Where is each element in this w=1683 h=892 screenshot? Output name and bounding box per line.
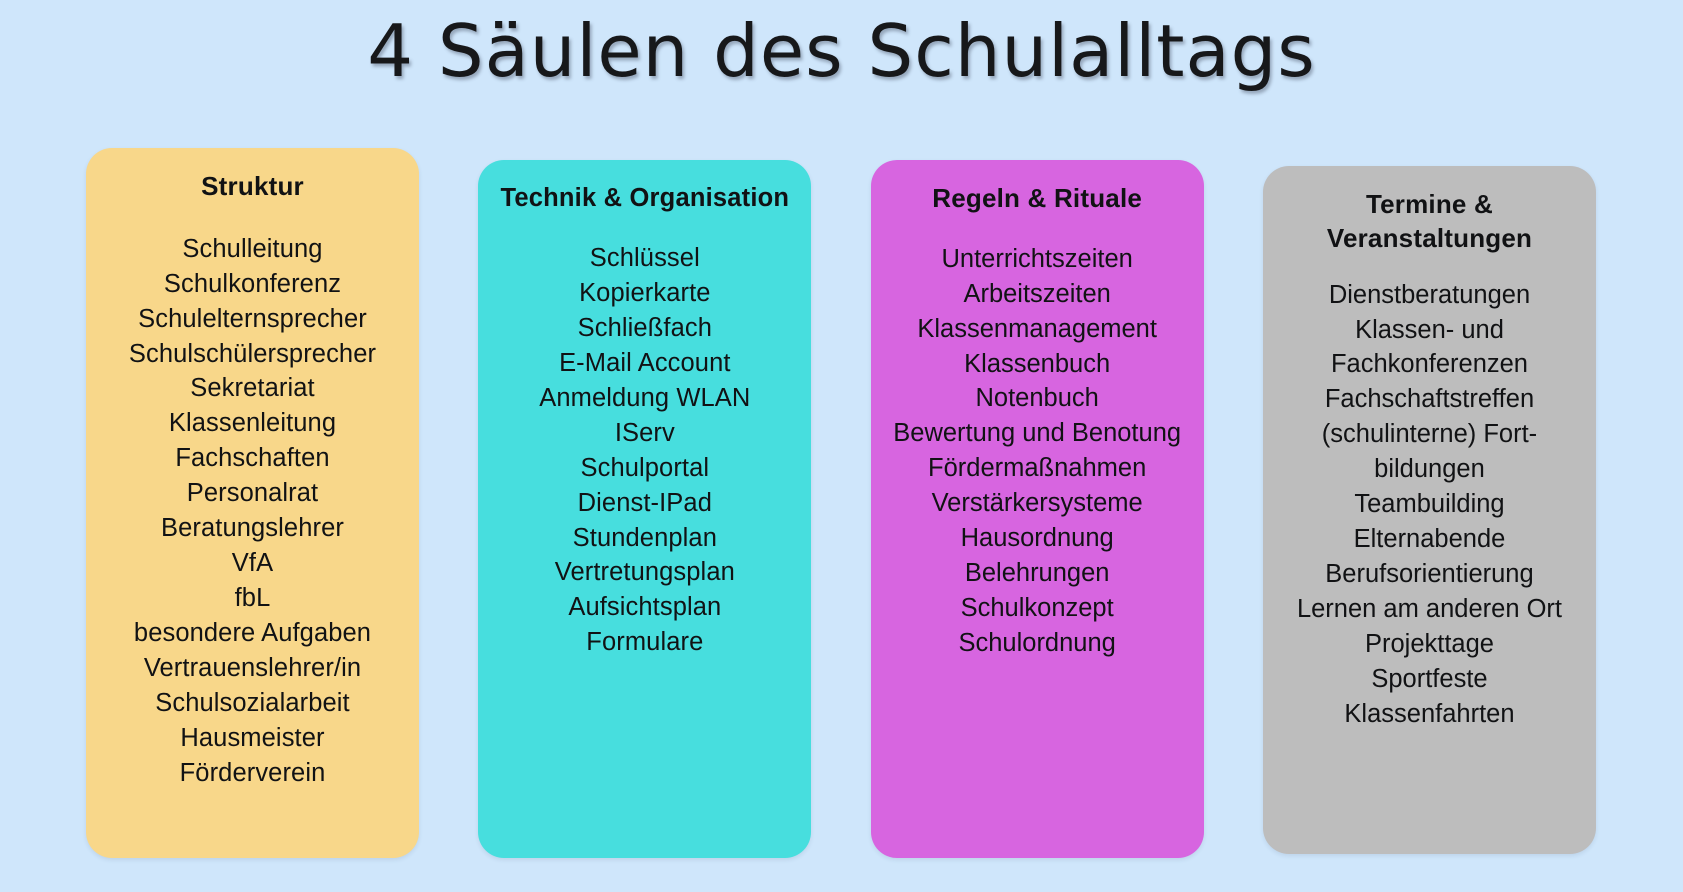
list-item: Schulordnung xyxy=(958,628,1116,657)
list-item: Bewertung und Benotung xyxy=(893,419,1182,448)
list-item: Hausmeister xyxy=(180,723,325,752)
list-item: Arbeitszeiten xyxy=(963,279,1111,308)
list-item: VfA xyxy=(231,549,274,578)
list-item: fbL xyxy=(234,584,271,613)
list-item: besondere Aufgaben xyxy=(133,618,372,647)
list-item: Sekretariat xyxy=(190,374,315,403)
pillar-regeln-rituale xyxy=(871,160,1204,858)
list-item: Fachkonferenzen xyxy=(1330,350,1528,379)
pillar-heading-technik-organisation: Technik & Organisation xyxy=(500,184,790,212)
list-item: Schulkonzept xyxy=(960,594,1114,623)
list-item: Fachschaftstreffen xyxy=(1324,385,1535,414)
list-item: Schulleitung xyxy=(182,234,323,263)
list-item: Schließfach xyxy=(577,313,712,342)
list-item: Hausordnung xyxy=(960,524,1114,553)
list-item: Anmeldung WLAN xyxy=(539,383,751,412)
list-item: Fachschaften xyxy=(175,444,330,473)
pillars-row xyxy=(86,148,1596,872)
list-item: Lernen am anderen Ort xyxy=(1296,594,1563,623)
pillar-heading-regeln-rituale: Regeln & Rituale xyxy=(932,183,1143,213)
list-item: Formulare xyxy=(586,628,704,657)
list-item: Berufsorientierung xyxy=(1325,559,1534,588)
pillar-termine-veranstaltungen xyxy=(1263,166,1596,854)
list-item: Schulsozialarbeit xyxy=(155,688,350,717)
list-item: Stundenplan xyxy=(572,523,717,552)
page-title: 4 Säulen des Schulalltags xyxy=(367,9,1316,93)
list-item: Aufsichtsplan xyxy=(568,593,722,622)
list-item: (schulinterne) Fort- xyxy=(1321,420,1538,449)
list-item: Klassenfahrten xyxy=(1344,699,1515,728)
pillar-items-termine-veranstaltungen xyxy=(1273,278,1586,732)
list-item: Klassenmanagement xyxy=(917,314,1157,343)
list-item: Belehrungen xyxy=(964,559,1110,588)
pillar-items-struktur xyxy=(96,232,409,791)
pillar-struktur xyxy=(86,148,419,858)
list-item: Beratungslehrer xyxy=(161,514,344,543)
list-item: Klassenleitung xyxy=(168,409,337,438)
list-item: Notenbuch xyxy=(975,384,1099,413)
list-item: Fördermaßnahmen xyxy=(928,454,1147,483)
list-item: Sportfeste xyxy=(1371,664,1488,693)
pillar-heading-struktur: Struktur xyxy=(201,171,304,201)
pillar-technik-organisation xyxy=(478,160,811,858)
pillar-heading-termine-veranstaltungen: Termine & Veranstaltungen xyxy=(1326,189,1533,253)
list-item: Verstärkersysteme xyxy=(931,489,1143,518)
list-item: Dienst-IPad xyxy=(577,488,712,517)
list-item: Schulschülersprecher xyxy=(128,339,377,368)
pillar-items-regeln-rituale xyxy=(881,242,1194,661)
list-item: Projekttage xyxy=(1364,629,1494,658)
list-item: Vertretungsplan xyxy=(554,558,735,587)
list-item: Teambuilding xyxy=(1354,490,1505,519)
list-item: Vertrauenslehrer/in xyxy=(143,653,362,682)
list-item: IServ xyxy=(614,418,675,447)
list-item: bildungen xyxy=(1374,455,1485,484)
list-item: Schlüssel xyxy=(589,244,700,273)
list-item: Kopierkarte xyxy=(579,279,711,308)
list-item: Klassen- und xyxy=(1355,315,1504,344)
list-item: Klassenbuch xyxy=(964,349,1111,378)
pillar-items-technik-organisation xyxy=(488,241,801,660)
list-item: Dienstberatungen xyxy=(1328,280,1531,309)
list-item: E-Mail Account xyxy=(559,348,731,377)
list-item: Elternabende xyxy=(1353,525,1506,554)
list-item: Förderverein xyxy=(179,758,326,787)
list-item: Schulportal xyxy=(580,453,710,482)
list-item: Schulelternsprecher xyxy=(138,304,367,333)
list-item: Unterrichtszeiten xyxy=(941,244,1133,273)
list-item: Personalrat xyxy=(186,479,319,508)
list-item: Schulkonferenz xyxy=(163,269,342,298)
